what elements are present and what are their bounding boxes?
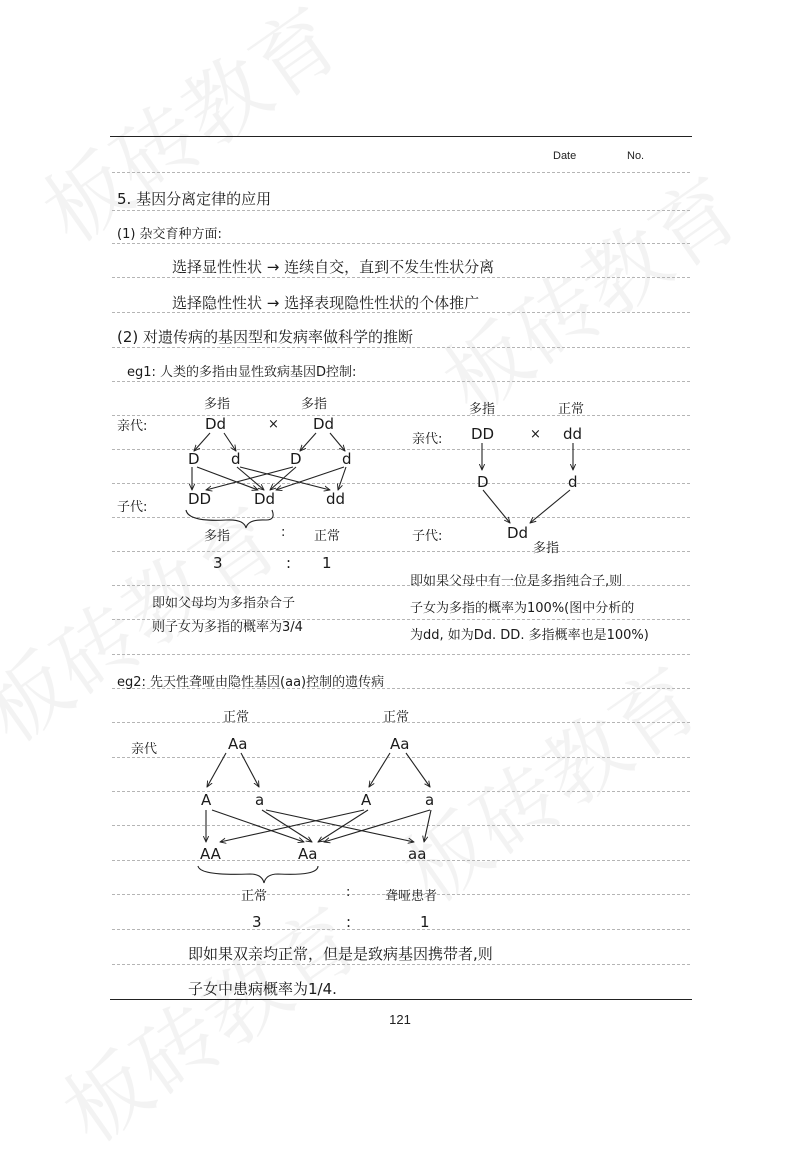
eg1-left-ratio-number-2: 1: [322, 554, 332, 572]
eg1-left-arrow: [194, 433, 210, 451]
eg1-right-genotype-1: DD: [471, 425, 495, 443]
eg2-ratio-colon: :: [346, 913, 352, 931]
eg1-left-gamete: D: [188, 450, 200, 468]
eg2-brace: [198, 866, 318, 883]
subheading-breeding: (1) 杂交育种方面:: [117, 227, 222, 242]
subheading-disease: (2) 对遗传病的基因型和发病率做科学的推断: [117, 328, 414, 346]
eg2-arrow: [406, 753, 430, 787]
eg1-right-conclusion: 子女为多指的概率为100%(图中分析的: [410, 601, 635, 616]
eg1-left-offspring: DD: [188, 490, 212, 508]
eg1-left-ratio-label-2: 正常: [314, 529, 341, 544]
breeding-line-dominant: 选择显性性状 → 连续自交，直到不发生性状分离: [172, 258, 495, 276]
eg2-gamete: A: [361, 791, 372, 809]
eg1-right-phenotype-1: 多指: [469, 402, 496, 417]
eg2-phenotype-1: 正常: [223, 710, 250, 725]
eg2-conclusion: 即如果双亲均正常，但是是致病基因携带者,则: [188, 945, 493, 963]
eg1-left-offspring: Dd: [254, 490, 276, 508]
eg1-left-arrow: [300, 433, 316, 451]
eg1-right-arrow: [483, 490, 510, 523]
eg1-left-child-label: 子代:: [117, 500, 148, 515]
eg2-ratio-number-2: 1: [420, 913, 430, 931]
date-label: Date: [553, 150, 577, 162]
eg1-left-ratio-colon: :: [281, 525, 286, 540]
eg2-offspring: aa: [408, 845, 427, 863]
eg2-gamete: a: [255, 791, 265, 809]
breeding-line-recessive: 选择隐性性状 → 选择表现隐性性状的个体推广: [172, 294, 480, 312]
eg2-ratio-colon: :: [346, 885, 351, 900]
eg2-offspring: AA: [200, 845, 221, 863]
eg1-title: eg1: 人类的多指由显性致病基因D控制:: [127, 365, 357, 380]
eg2-phenotype-2: 正常: [383, 710, 410, 725]
eg1-left-ratio-colon: :: [286, 554, 292, 572]
eg2-gamete: A: [201, 791, 212, 809]
eg2-parent-label: 亲代: [131, 742, 158, 757]
eg1-left-gamete: d: [231, 450, 241, 468]
section-title: 5. 基因分离定律的应用: [117, 190, 272, 208]
number-label: No.: [627, 150, 645, 162]
eg2-arrow: [241, 753, 259, 787]
eg2-arrow: [369, 753, 390, 787]
eg1-left-cross-sign: ×: [268, 417, 279, 432]
eg1-left-arrow: [270, 467, 296, 490]
eg2-arrow: [207, 753, 226, 787]
eg1-right-gamete: D: [477, 473, 489, 491]
eg2-genotype-1: Aa: [228, 735, 248, 753]
eg2-arrow: [424, 810, 431, 842]
eg1-right-cross-sign: ×: [530, 427, 541, 442]
eg1-left-genotype-1: Dd: [205, 415, 227, 433]
eg1-right-parent-label: 亲代:: [412, 432, 443, 447]
eg1-left-gamete: D: [290, 450, 302, 468]
eg1-right-conclusion: 即如果父母中有一位是多指纯合子,则: [410, 574, 623, 589]
eg1-left-offspring: dd: [326, 490, 346, 508]
eg1-left-phenotype-1: 多指: [204, 397, 231, 412]
eg1-left-gamete: d: [342, 450, 352, 468]
eg1-left-ratio-number-1: 3: [213, 554, 223, 572]
eg2-ratio-label-1: 正常: [241, 889, 268, 904]
eg2-title: eg2: 先天性聋哑由隐性基因(aa)控制的遗传病: [117, 675, 385, 690]
eg2-gamete: a: [425, 791, 435, 809]
eg1-left-arrow: [224, 433, 236, 451]
eg1-left-parent-label: 亲代:: [117, 419, 148, 434]
eg2-ratio-number-1: 3: [252, 913, 262, 931]
eg1-left-genotype-2: Dd: [313, 415, 335, 433]
eg1-left-arrow: [330, 433, 345, 451]
eg1-right-offspring: Dd: [507, 524, 529, 542]
eg1-left-conclusion: 则子女为多指的概率为3/4: [152, 620, 303, 635]
eg1-left-ratio-label-1: 多指: [204, 529, 231, 544]
eg2-ratio-label-2: 聋哑患者: [385, 889, 438, 904]
eg1-left-conclusion: 即如父母均为多指杂合子: [152, 596, 296, 611]
eg1-right-child-label: 子代:: [412, 529, 443, 544]
page-number: 121: [389, 1012, 411, 1027]
eg2-genotype-2: Aa: [390, 735, 410, 753]
eg1-right-genotype-2: dd: [563, 425, 583, 443]
eg1-right-gamete: d: [568, 473, 578, 491]
eg1-brace: [186, 510, 273, 528]
eg2-conclusion: 子女中患病概率为1/4.: [188, 980, 337, 998]
eg2-offspring: Aa: [298, 845, 318, 863]
eg1-right-phenotype-2: 正常: [558, 402, 585, 417]
eg1-left-arrow: [338, 467, 346, 490]
eg1-left-phenotype-2: 多指: [301, 397, 328, 412]
eg1-right-conclusion: 为dd, 如为Dd. DD. 多指概率也是100%): [410, 628, 649, 643]
eg1-right-arrow: [530, 490, 570, 523]
eg1-right-offspring-phenotype: 多指: [533, 541, 560, 556]
